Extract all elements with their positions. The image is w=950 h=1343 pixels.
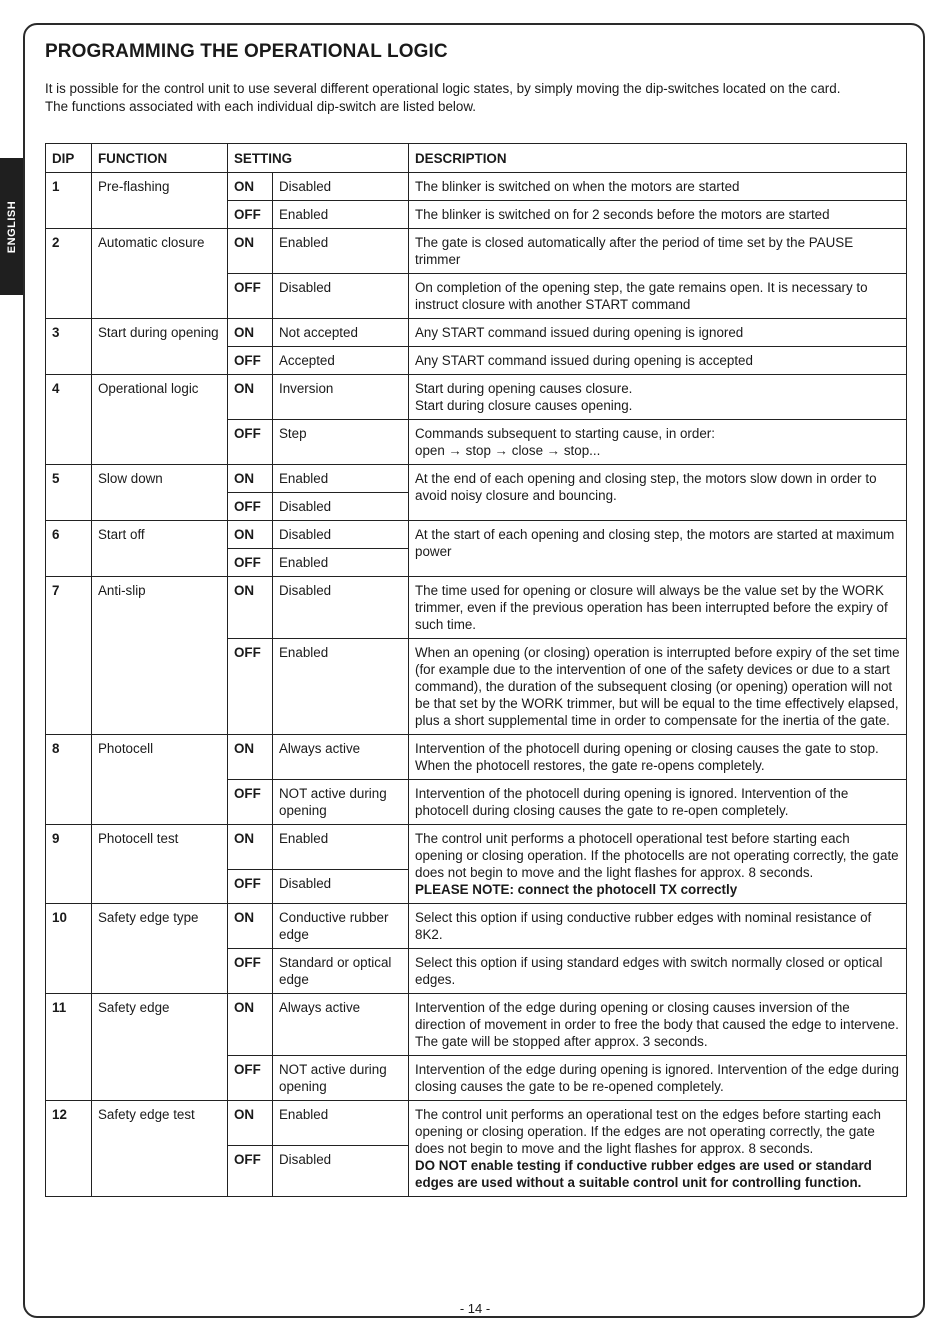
- setting-value: Enabled: [273, 639, 409, 735]
- dip-number: 9: [46, 825, 92, 904]
- function-name: Automatic closure: [92, 229, 228, 319]
- setting-description: The time used for opening or closure will always be the value set by the WORK trimmer, even if the previous operation has been interrupted before the expiry of such time.: [409, 577, 907, 639]
- dip-number: 12: [46, 1101, 92, 1197]
- setting-state: OFF: [228, 1146, 273, 1197]
- setting-value: Disabled: [273, 173, 409, 201]
- setting-state: ON: [228, 825, 273, 870]
- setting-description: Intervention of the edge during opening or closing causes inversion of the direction of movement in order to free the body that caused the edge to intervene. The gate will be stopped after approx. 3 seconds.: [409, 994, 907, 1056]
- setting-description: [409, 825, 907, 904]
- setting-state: OFF: [228, 274, 273, 319]
- setting-state: OFF: [228, 201, 273, 229]
- setting-state: OFF: [228, 420, 273, 465]
- table-row: [46, 375, 907, 420]
- setting-description: The blinker is switched on for 2 seconds before the motors are started: [409, 201, 907, 229]
- setting-description: Any START command issued during opening is accepted: [409, 347, 907, 375]
- function-name: Pre-flashing: [92, 173, 228, 229]
- setting-value: NOT active during opening: [273, 1056, 409, 1101]
- dip-number: 5: [46, 465, 92, 521]
- table-row: [46, 825, 907, 870]
- setting-value: Enabled: [273, 1101, 409, 1146]
- setting-description: Select this option if using standard edges with switch normally closed or optical edges.: [409, 949, 907, 994]
- setting-description: The gate is closed automatically after the period of time set by the PAUSE trimmer: [409, 229, 907, 274]
- setting-value: Enabled: [273, 549, 409, 577]
- setting-state: OFF: [228, 549, 273, 577]
- setting-value: Disabled: [273, 1146, 409, 1197]
- warning-note: DO NOT enable testing if conductive rubber edges are used or standard edges are used without a suitable control unit for controlling function.: [415, 1158, 872, 1190]
- setting-value: Always active: [273, 735, 409, 780]
- setting-description: [409, 1101, 907, 1197]
- setting-state: ON: [228, 1101, 273, 1146]
- setting-value: Conductive rubber edge: [273, 904, 409, 949]
- table-row: [46, 319, 907, 347]
- setting-value: Enabled: [273, 201, 409, 229]
- setting-value: Disabled: [273, 493, 409, 521]
- setting-state: ON: [228, 319, 273, 347]
- table-header-row: [46, 144, 907, 173]
- dip-number: 4: [46, 375, 92, 465]
- setting-value: Not accepted: [273, 319, 409, 347]
- language-tab: [0, 158, 23, 295]
- function-name: Start off: [92, 521, 228, 577]
- header-dip: DIP: [46, 144, 92, 173]
- description-line: Start during opening causes closure.: [415, 381, 633, 396]
- setting-value: Always active: [273, 994, 409, 1056]
- setting-value: Disabled: [273, 577, 409, 639]
- setting-description: At the end of each opening and closing step, the motors slow down in order to avoid noisy closure and bouncing.: [409, 465, 907, 521]
- language-tab-label: ENGLISH: [5, 200, 18, 253]
- setting-state: ON: [228, 173, 273, 201]
- setting-state: OFF: [228, 780, 273, 825]
- table-row: [46, 904, 907, 949]
- warning-note: PLEASE NOTE: connect the photocell TX correctly: [415, 882, 738, 897]
- function-name: Photocell test: [92, 825, 228, 904]
- dip-number: 11: [46, 994, 92, 1101]
- setting-value: Disabled: [273, 870, 409, 904]
- setting-state: ON: [228, 735, 273, 780]
- setting-state: ON: [228, 375, 273, 420]
- setting-state: ON: [228, 994, 273, 1056]
- description-line: Start during closure causes opening.: [415, 398, 633, 413]
- function-name: Safety edge test: [92, 1101, 228, 1197]
- function-name: Safety edge type: [92, 904, 228, 994]
- setting-value: Enabled: [273, 825, 409, 870]
- header-function: FUNCTION: [92, 144, 228, 173]
- table-row: [46, 735, 907, 780]
- function-name: Start during opening: [92, 319, 228, 375]
- setting-description: [409, 420, 907, 465]
- setting-description: Intervention of the photocell during opening or closing causes the gate to stop. When the photocell restores, the gate re-opens completely.: [409, 735, 907, 780]
- function-name: Photocell: [92, 735, 228, 825]
- intro-line-2: The functions associated with each individual dip-switch are listed below.: [45, 98, 476, 114]
- dip-number: 10: [46, 904, 92, 994]
- setting-value: Disabled: [273, 521, 409, 549]
- setting-state: OFF: [228, 1056, 273, 1101]
- page-title: PROGRAMMING THE OPERATIONAL LOGIC: [45, 41, 448, 62]
- dip-number: 7: [46, 577, 92, 735]
- intro-line-1: It is possible for the control unit to use several different operational logic states, by simply moving the dip-switches located on the card.: [45, 81, 841, 96]
- function-name: Safety edge: [92, 994, 228, 1101]
- setting-description: [409, 375, 907, 420]
- setting-description: At the start of each opening and closing step, the motors are started at maximum power: [409, 521, 907, 577]
- setting-state: ON: [228, 904, 273, 949]
- setting-state: ON: [228, 521, 273, 549]
- setting-value: Accepted: [273, 347, 409, 375]
- dip-number: 6: [46, 521, 92, 577]
- setting-description: Intervention of the photocell during opening is ignored. Intervention of the photocell during closing causes the gate to re-open completely.: [409, 780, 907, 825]
- table-row: [46, 577, 907, 639]
- setting-state: OFF: [228, 949, 273, 994]
- setting-description: The blinker is switched on when the motors are started: [409, 173, 907, 201]
- setting-state: OFF: [228, 493, 273, 521]
- table-row: [46, 521, 907, 549]
- setting-value: NOT active during opening: [273, 780, 409, 825]
- intro-text: [45, 80, 905, 115]
- setting-state: ON: [228, 465, 273, 493]
- setting-description: Any START command issued during opening is ignored: [409, 319, 907, 347]
- setting-state: OFF: [228, 347, 273, 375]
- description-line: Commands subsequent to starting cause, in order:: [415, 426, 715, 441]
- setting-value: Enabled: [273, 229, 409, 274]
- setting-value: Enabled: [273, 465, 409, 493]
- description-line: open → stop → close → stop...: [415, 443, 601, 458]
- dip-number: 8: [46, 735, 92, 825]
- setting-state: OFF: [228, 870, 273, 904]
- header-setting: SETTING: [228, 144, 409, 173]
- setting-value: Standard or optical edge: [273, 949, 409, 994]
- table-row: [46, 994, 907, 1056]
- description-text: The control unit performs an operational test on the edges before starting each opening or closing operation. If the edges are not operating correctly, the gate does not begin to move and the light flashes for approx. 8 seconds.: [415, 1107, 881, 1156]
- description-text: The control unit performs a photocell operational test before starting each opening or closing operation. If the photocells are not operating correctly, the gate does not begin to move and the light flashes for approx. 8 seconds.: [415, 831, 899, 880]
- table-row: [46, 1101, 907, 1146]
- setting-state: OFF: [228, 639, 273, 735]
- function-name: Slow down: [92, 465, 228, 521]
- setting-description: Select this option if using conductive rubber edges with nominal resistance of 8K2.: [409, 904, 907, 949]
- setting-value: Disabled: [273, 274, 409, 319]
- page-number: - 14 -: [459, 1301, 491, 1316]
- setting-description: When an opening (or closing) operation is interrupted before expiry of the set time (for example due to the intervention of one of the safety devices or due to a start command), the duration of the subsequent closing (or opening) operation will not be that set by the WORK trimmer, but will be equal to the time effectively elapsed, plus a short supplemental time in order to compensate for the inertia of the gate.: [409, 639, 907, 735]
- function-name: Anti-slip: [92, 577, 228, 735]
- table-row: [46, 229, 907, 274]
- dip-number: 1: [46, 173, 92, 229]
- setting-value: Step: [273, 420, 409, 465]
- table-row: [46, 173, 907, 201]
- dip-number: 3: [46, 319, 92, 375]
- function-name: Operational logic: [92, 375, 228, 465]
- setting-description: On completion of the opening step, the gate remains open. It is necessary to instruct closure with another START command: [409, 274, 907, 319]
- table-row: [46, 465, 907, 493]
- dip-switch-table: [45, 143, 907, 1197]
- dip-number: 2: [46, 229, 92, 319]
- setting-description: Intervention of the edge during opening is ignored. Intervention of the edge during closing causes the gate to be re-opened completely.: [409, 1056, 907, 1101]
- setting-value: Inversion: [273, 375, 409, 420]
- setting-state: ON: [228, 229, 273, 274]
- header-description: DESCRIPTION: [409, 144, 907, 173]
- setting-state: ON: [228, 577, 273, 639]
